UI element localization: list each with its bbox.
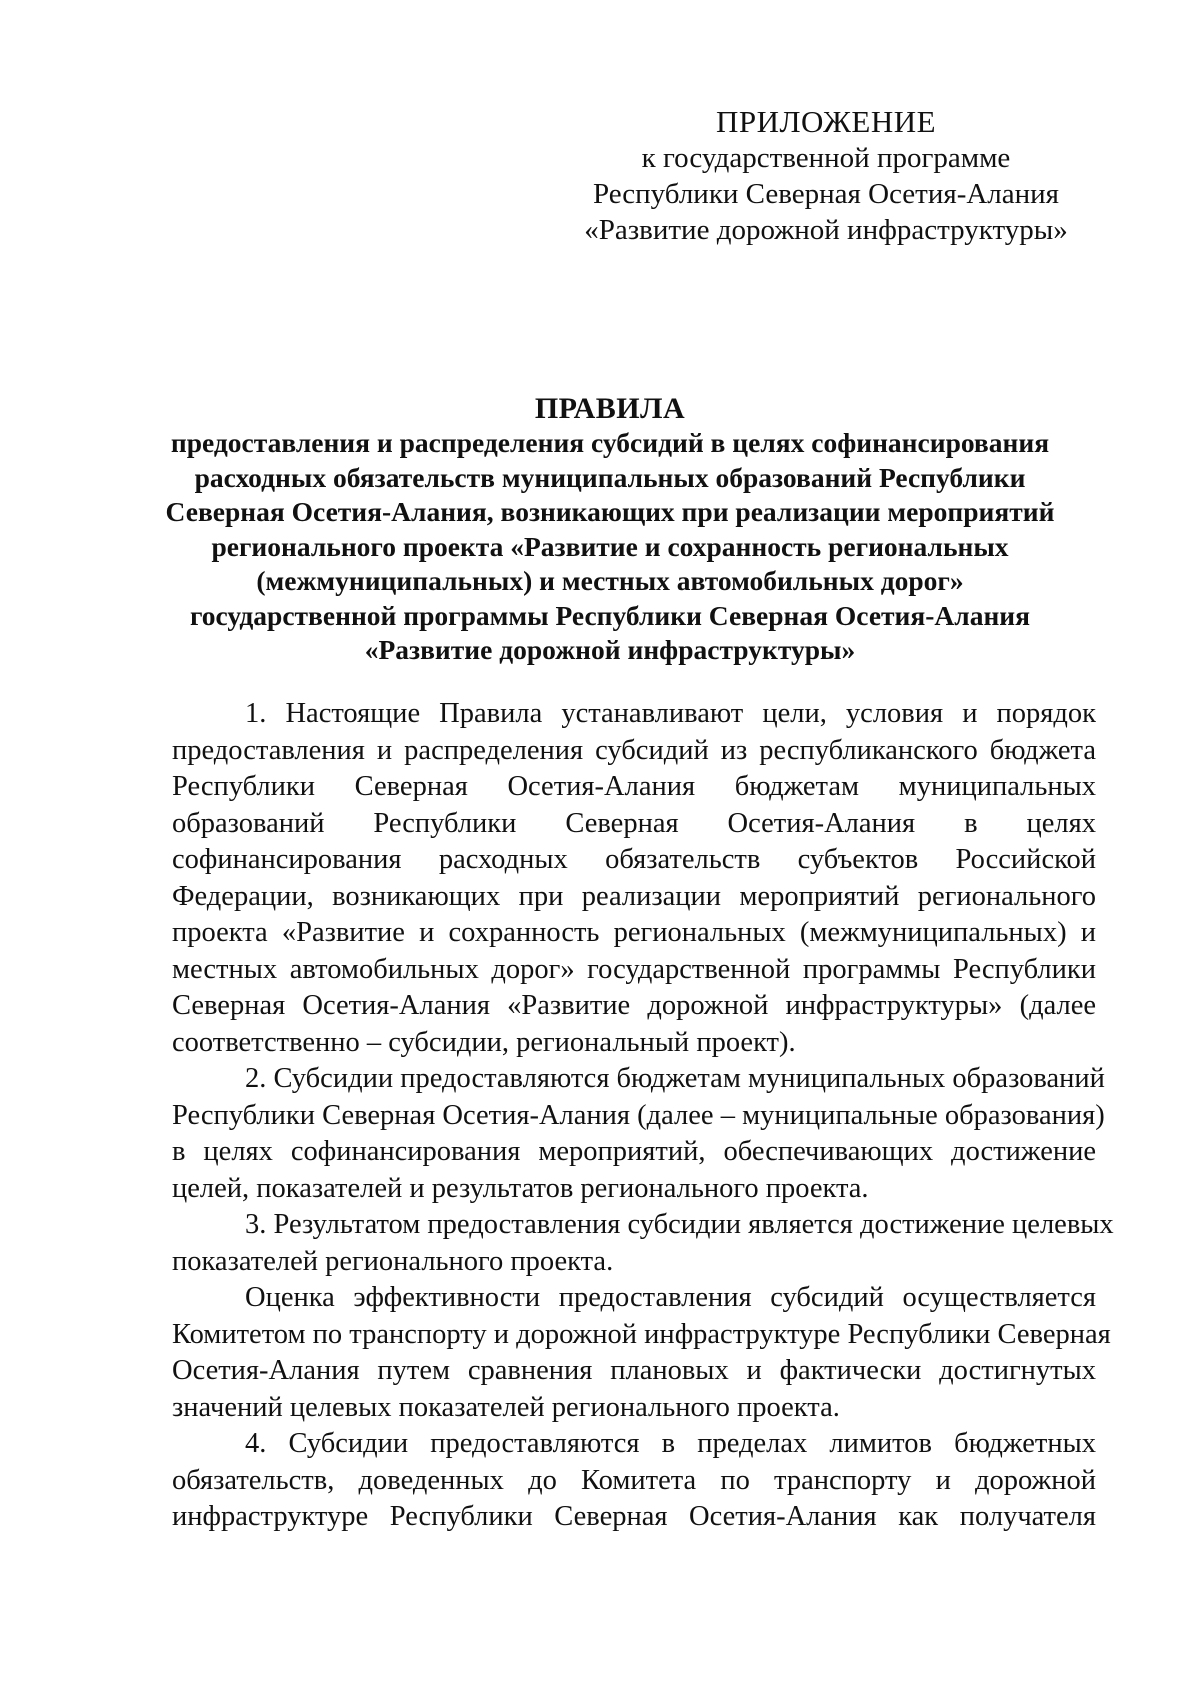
document-subtitle [140,426,1080,668]
subtitle-line: регионального проекта «Развитие и сохранность региональных [211,530,1009,562]
document-title: ПРАВИЛА [534,392,686,425]
paragraph-line: Республики Северная Осетия-Алания (далее – муниципальные образования) [172,1099,1105,1131]
paragraph-line: значений целевых показателей регионального проекта. [172,1391,840,1423]
paragraph-line: инфраструктуре Республики Северная Осетия-Алания как получателя [172,1501,1096,1532]
document-body [172,696,1114,1536]
paragraph-line: Республики Северная Осетия-Алания бюджетам муниципальных [172,771,1096,802]
appendix-line: к государственной программе [641,142,1011,174]
paragraph-line: в целях софинансирования мероприятий, обеспечивающих достижение [172,1136,1096,1167]
paragraph-line: обязательств, доведенных до Комитета по транспорту и дорожной [172,1464,1096,1496]
subtitle-line: Северная Осетия-Алания, возникающих при реализации мероприятий [165,496,1055,527]
subtitle-line: «Развитие дорожной инфраструктуры» [364,634,856,665]
appendix-line: «Развитие дорожной инфраструктуры» [584,214,1068,246]
paragraph-4 [172,1280,1111,1426]
paragraph-line: соответственно – субсидии, региональный проект). [172,1026,796,1058]
paragraph-5 [172,1426,1096,1536]
paragraph-1 [172,696,1096,1061]
paragraph-line: софинансирования расходных обязательств субъектов Российской [172,844,1096,875]
appendix-header: ПРИЛОЖЕНИЕ [715,104,937,139]
paragraph-line: Комитетом по транспорту и дорожной инфраструктуре Республики Северная [172,1318,1111,1350]
paragraph-line: 1. Настоящие Правила устанавливают цели, условия и порядок [245,698,1096,729]
paragraph-3 [172,1207,1114,1280]
paragraph-2 [172,1061,1105,1207]
paragraph-line: Северная Осетия-Алания «Развитие дорожной инфраструктуры» (далее [172,990,1096,1021]
subtitle-line: государственной программы Республики Северная Осетия-Алания [189,599,1031,631]
subtitle-line: (межмуниципальных) и местных автомобильных дорог» [256,565,964,596]
paragraph-line: Федерации, возникающих при реализации мероприятий регионального [172,880,1096,912]
paragraph-line: образований Республики Северная Осетия-Алания в целях [172,807,1096,839]
paragraph-line: проекта «Развитие и сохранность региональных (межмуниципальных) и [172,917,1096,948]
subtitle-line: предоставления и распределения субсидий в целях софинансирования [170,427,1050,458]
paragraph-line: 2. Субсидии предоставляются бюджетам муниципальных образований [245,1063,1105,1094]
appendix-line: Республики Северная Осетия-Алания [592,178,1060,210]
paragraph-line: 3. Результатом предоставления субсидии является достижение целевых [245,1209,1114,1240]
subtitle-line: расходных обязательств муниципальных образований Республики [194,461,1026,493]
paragraph-line: местных автомобильных дорог» государственной программы Республики [172,953,1096,985]
paragraph-line: показателей регионального проекта. [172,1245,614,1277]
paragraph-line: Осетия-Алания путем сравнения плановых и фактически достигнутых [172,1355,1096,1386]
paragraph-line: целей, показателей и результатов регионального проекта. [172,1172,869,1204]
paragraph-line: 4. Субсидии предоставляются в пределах лимитов бюджетных [245,1428,1096,1459]
paragraph-line: Оценка эффективности предоставления субсидий осуществляется [245,1282,1096,1313]
title-block [140,392,1080,668]
paragraph-line: предоставления и распределения субсидий из республиканского бюджета [172,734,1096,766]
appendix-block [566,104,1086,248]
